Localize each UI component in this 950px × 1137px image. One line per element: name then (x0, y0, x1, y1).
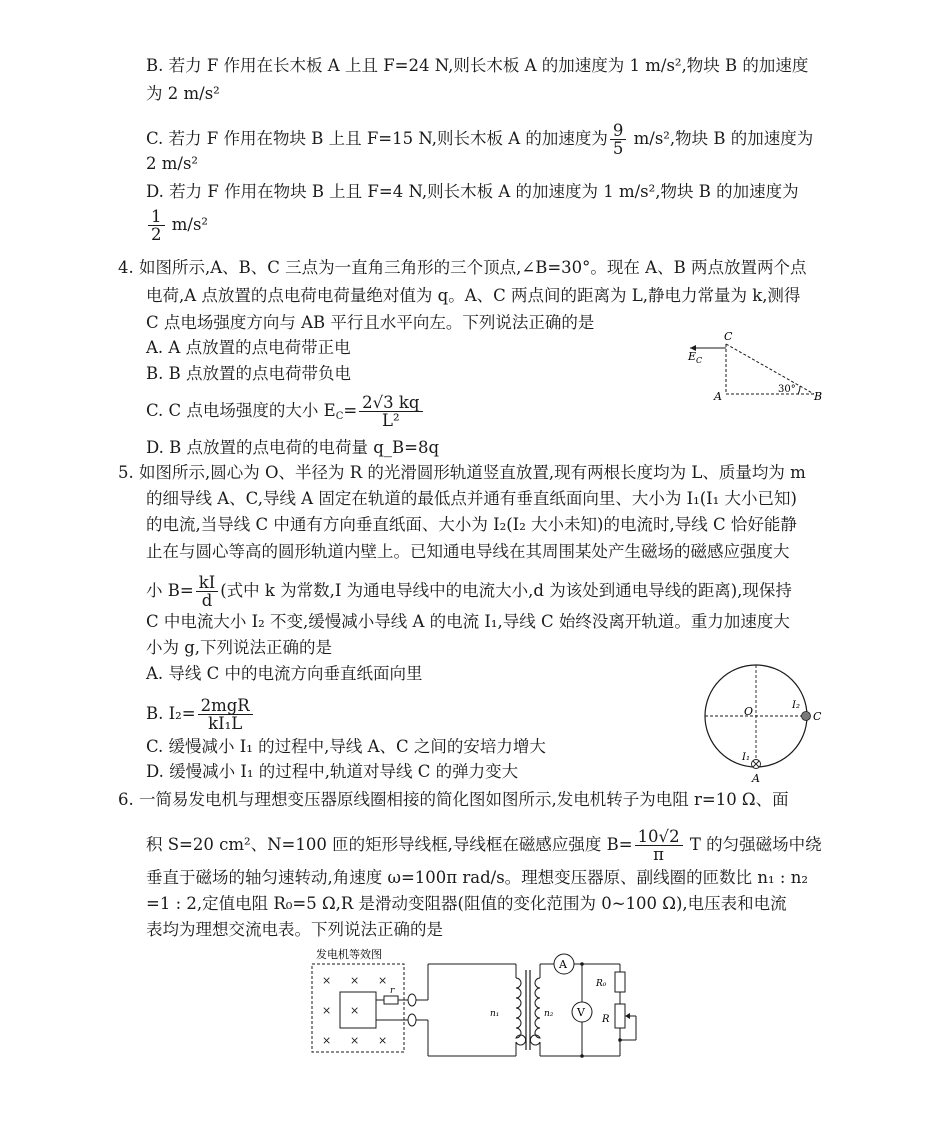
q6-label-n2: n₂ (544, 1009, 554, 1019)
q4-option-d: D. B 点放置的点电荷的电荷量 q_B=8q (146, 438, 440, 457)
q4-option-c (146, 394, 425, 429)
q5-stem-line4: 止在与圆心等高的圆形轨道内壁上。已知通电导线在其周围某处产生磁场的磁感应强度大 (146, 542, 790, 561)
q5-stem-line3: 的电流,当导线 C 中通有方向垂直纸面、大小为 I₂(I₂ 大小未知)的电流时,导线 C 恰好能静 (146, 515, 797, 534)
q5-stem-line5-pre: 小 B= (146, 581, 194, 600)
q5-b-fraction-numerator: kI (196, 574, 219, 592)
q5-stem-line6: C 中电流大小 I₂ 不变,缓慢减小导线 A 的电流 I₁,导线 C 始终没离开轨道。重力加速度大 (146, 612, 790, 631)
q5-option-d: D. 缓慢减小 I₁ 的过程中,轨道对导线 C 的弹力变大 (146, 762, 519, 781)
q6-field-x4: × (322, 1004, 332, 1017)
q6-b-fraction-denominator: π (653, 845, 664, 864)
q5-label-c: C (813, 710, 822, 723)
q6-label-r0: R₀ (596, 979, 607, 989)
q5-stem-line5 (146, 574, 792, 609)
q5-option-a: A. 导线 C 中的电流方向垂直纸面向里 (146, 664, 423, 683)
q4-option-b: B. B 点放置的点电荷带负电 (146, 364, 351, 383)
q5-option-b (146, 697, 255, 732)
q5-b-fraction (196, 574, 219, 609)
q6-b-fraction-numerator: 10√2 (635, 828, 683, 846)
q4-label-a: A (714, 390, 722, 403)
q4-stem-line2: 电荷,A 点放置的点电荷电荷量绝对值为 q。A、C 两点间的距离为 L,静电力常量为 k,测得 (146, 286, 801, 305)
q6-stem-line3: 垂直于磁场的轴匀速转动,角速度 ω=100π rad/s。理想变压器原、副线圈的匝数比 n₁ : n₂ (146, 868, 808, 887)
q4-option-a: A. A 点放置的点电荷带正电 (146, 338, 351, 357)
q3-option-d-fraction-denominator: 2 (151, 225, 162, 244)
q5-label-a: A (752, 772, 760, 785)
q3-option-c-fraction-denominator: 5 (612, 139, 624, 158)
q6-label-generator: 发电机等效图 (316, 948, 382, 961)
q3-option-c-fraction-numerator: 9 (610, 122, 627, 140)
q6-field-x6: × (322, 1034, 332, 1047)
q6-field-x3: × (378, 974, 388, 987)
q4-option-c-subscript: C (335, 411, 344, 422)
q3-option-c-text: C. 若力 F 作用在物块 B 上且 F=15 N,则长木板 A 的加速度为 (146, 129, 608, 148)
q5-label-i1: I₁ (742, 752, 750, 763)
q6-field-x1: × (322, 974, 332, 987)
q3-option-d-line2 (146, 208, 208, 243)
q6-stem-line5: 表均为理想交流电表。下列说法正确的是 (146, 920, 443, 939)
q5-option-b-numerator: 2mgR (198, 697, 253, 715)
q3-option-c-text-cont: m/s²,物块 B 的加速度为 (628, 129, 814, 148)
q4-option-c-text: C. C 点电场强度的大小 E (146, 401, 336, 420)
q4-option-c-equals: = (343, 401, 358, 420)
q5-option-b-pre: B. I₂= (146, 704, 196, 723)
q4-triangle-figure (680, 328, 840, 408)
q5-option-b-fraction (198, 697, 253, 732)
q3-option-b-line1: B. 若力 F 作用在长木板 A 上且 F=24 N,则长木板 A 的加速度为 1 m/s²,物块 B 的加速度 (146, 56, 809, 75)
q5-option-b-denominator: kI₁L (208, 714, 243, 733)
q3-option-b-line2: 为 2 m/s² (146, 84, 220, 103)
q4-label-ec: E (688, 350, 697, 363)
q6-stem-line1: 6. 一简易发电机与理想变压器原线圈相接的简化图如图所示,发电机转子为电阻 r=10 Ω、面 (118, 790, 789, 809)
q3-option-c-fraction (610, 122, 627, 157)
q6-b-fraction (635, 828, 683, 863)
q5-stem-line2: 的细导线 A、C,导线 A 固定在轨道的最低点并通有垂直纸面向里、大小为 I₁(I₁ 大小已知) (146, 489, 797, 508)
q6-stem-line2 (146, 828, 822, 863)
q5-label-i2: I₂ (792, 700, 800, 711)
q6-label-r: R (602, 1014, 610, 1025)
q6-field-x8: × (378, 1034, 388, 1047)
q6-label-r-internal: r (390, 986, 395, 996)
q3-option-c-line2: 2 m/s² (146, 154, 199, 173)
q6-field-x5: × (350, 1004, 360, 1017)
q6-ammeter-label: A (559, 958, 567, 971)
q3-option-d-fraction (148, 208, 165, 243)
q3-option-d-line1: D. 若力 F 作用在物块 B 上且 F=4 N,则长木板 A 的加速度为 1 m/s²,物块 B 的加速度为 (146, 182, 799, 201)
q5-label-o: O (744, 705, 754, 718)
q5-option-c: C. 缓慢减小 I₁ 的过程中,导线 A、C 之间的安培力增大 (146, 737, 546, 756)
q4-option-c-denominator: L² (382, 411, 400, 430)
q6-stem-line4: =1 : 2,定值电阻 R₀=5 Ω,R 是滑动变阻器(阻值的变化范围为 0~100 Ω),电压表和电流 (146, 894, 787, 913)
q5-stem-line1: 5. 如图所示,圆心为 O、半径为 R 的光滑圆形轨道竖直放置,现有两根长度均为 L、质量均为 m (118, 463, 806, 482)
q6-circuit-figure (306, 944, 656, 1064)
q6-stem-line2-post: T 的匀强磁场中绕 (684, 835, 822, 854)
q3-option-c-line1 (146, 122, 813, 157)
q5-b-fraction-denominator: d (201, 591, 213, 610)
q6-stem-line2-pre: 积 S=20 cm²、N=100 匝的矩形导线框,导线框在磁感应强度 B= (146, 835, 633, 854)
q4-label-c: C (724, 330, 733, 343)
q3-option-d-unit: m/s² (166, 215, 209, 234)
q4-label-ec-sub: C (696, 356, 703, 365)
q4-option-c-numerator: 2√3 kq (359, 394, 422, 412)
q6-label-n1: n₁ (490, 1009, 500, 1019)
q5-stem-line5-post: (式中 k 为常数,I 为通电导线中的电流大小,d 为该处到通电导线的距离),现保持 (220, 581, 792, 600)
q4-stem-line1: 4. 如图所示,A、B、C 三点为一直角三角形的三个顶点,∠B=30°。现在 A、B 两点放置两个点 (118, 258, 807, 277)
q4-stem-line3: C 点电场强度方向与 AB 平行且水平向左。下列说法正确的是 (146, 313, 595, 332)
q4-label-b: B (814, 390, 823, 403)
q3-option-d-fraction-numerator: 1 (148, 208, 165, 226)
q4-option-c-fraction (359, 394, 422, 429)
q5-circle-figure (700, 652, 840, 792)
q4-label-angle: 30° (778, 384, 796, 395)
q6-voltmeter-label: V (577, 1006, 585, 1019)
q6-field-x7: × (350, 1034, 360, 1047)
q6-field-x2: × (350, 974, 360, 987)
q5-stem-line7: 小为 g,下列说法正确的是 (146, 638, 333, 657)
